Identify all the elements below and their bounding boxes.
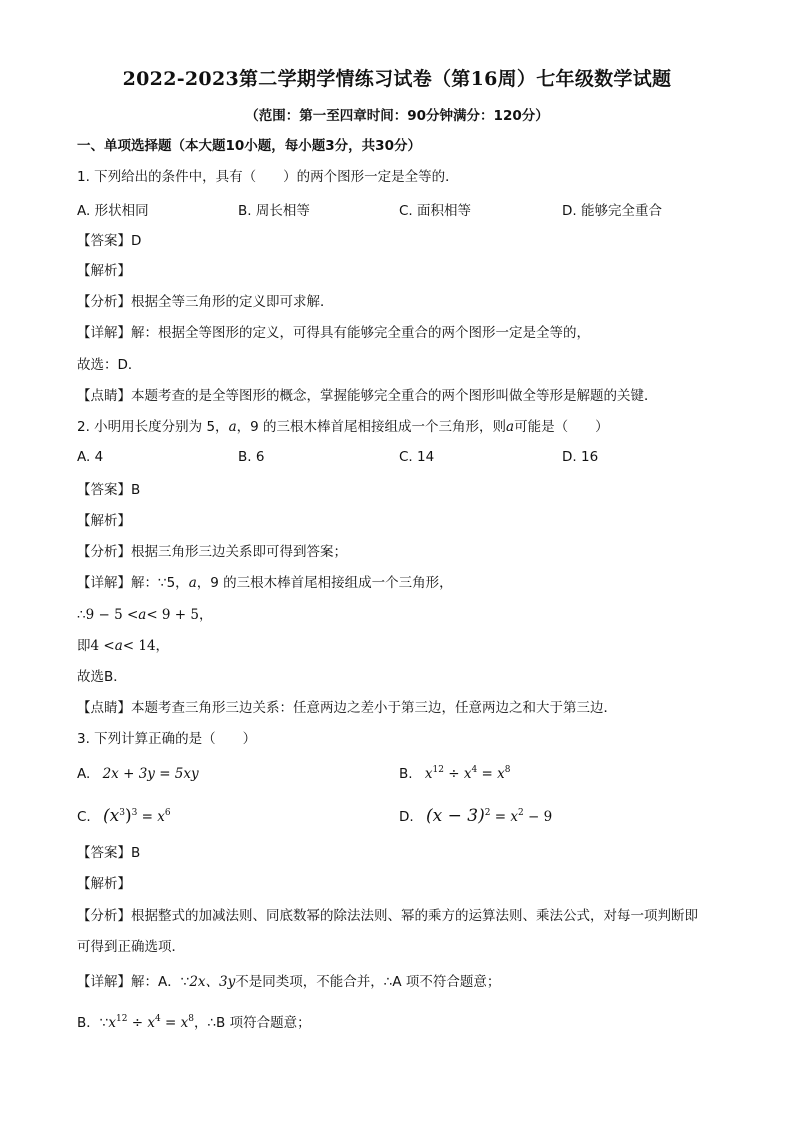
detail-tag: 【详解】 — [77, 575, 131, 591]
ineq1-post: < 9 + 5， — [146, 607, 213, 623]
q3-fenxi-2: 可得到正确选项． — [77, 939, 185, 955]
q2-analysis-tag: 【解析】 — [77, 513, 131, 529]
section-heading: 一、单项选择题（本大题10小题，每小题3分，共30分） — [77, 138, 421, 154]
q3-fenxi-1 — [77, 906, 698, 926]
q3-db-eq: = — [160, 1015, 181, 1031]
q3-detail-b-pre: B．∵ — [77, 1015, 109, 1031]
question-1-stem: 1. 下列给出的条件中，具有（ ）的两个图形一定是全等的． — [77, 169, 459, 185]
q3-detail-b-post: ，∴B 项符合题意； — [193, 1015, 311, 1031]
q3-c-eq: = x — [137, 809, 165, 825]
q3-opt-d-label: D. — [399, 809, 414, 825]
q3-b-op: ÷ — [443, 766, 464, 782]
q3-db-exp3: 8 — [188, 1014, 194, 1024]
var-a: a — [114, 638, 123, 654]
q2-inequality-1 — [77, 605, 213, 625]
q3-detail-b — [77, 1013, 311, 1033]
q1-answer-value: D — [131, 233, 142, 249]
q3-b-exp3: 8 — [504, 765, 511, 775]
q1-answer — [77, 231, 141, 251]
q3-c-pre: (x — [103, 806, 120, 826]
q3-c-exp-outer: 3 — [131, 808, 138, 818]
q3-d-tail: − 9 — [523, 809, 553, 825]
q2-detail — [77, 573, 453, 593]
q3-opt-c-label: C. — [77, 809, 91, 825]
q2-detail-post: ，9 的三根木棒首尾相接组成一个三角形， — [196, 575, 453, 591]
q3-b-base2: x — [463, 766, 472, 782]
fenxi-tag: 【分析】 — [77, 544, 131, 560]
q3-db-exp2: 4 — [154, 1014, 161, 1024]
q3-d-exp2: 2 — [517, 808, 524, 818]
q2-answer — [77, 480, 140, 500]
q2-answer-value: B — [131, 482, 141, 498]
q1-option-a: A. 形状相同 — [77, 203, 149, 219]
q2-option-b: B. 6 — [238, 449, 265, 465]
detail-tag: 【详解】 — [77, 974, 131, 990]
q1-option-c: C. 面积相等 — [399, 203, 472, 219]
var-a: a — [138, 607, 147, 623]
answer-tag: 【答案】 — [77, 482, 131, 498]
q2-option-d: D. 16 — [562, 449, 599, 465]
q3-d-exp: 2 — [484, 808, 491, 818]
q3-db-base2: x — [147, 1015, 155, 1031]
q3-d-eq: = x — [490, 809, 518, 825]
q2-option-a: A. 4 — [77, 449, 104, 465]
q2-inequality-2 — [77, 636, 169, 656]
q3-opt-a-label: A. — [77, 766, 91, 782]
q3-option-d — [399, 806, 552, 826]
var-a: a — [228, 419, 237, 435]
q3-b-exp2: 4 — [471, 765, 478, 775]
q3-option-a — [77, 766, 199, 782]
answer-tag: 【答案】 — [77, 845, 131, 861]
q2-stem-pre: 2. 小明用长度分别为 5， — [77, 419, 229, 435]
var-a: a — [506, 419, 515, 435]
q2-stem-mid: ，9 的三根木棒首尾相接组成一个三角形，则 — [236, 419, 507, 435]
fenxi-tag: 【分析】 — [77, 908, 131, 924]
q2-fenxi-text: 根据三角形三边关系即可得到答案； — [131, 544, 347, 560]
q1-comment — [77, 386, 658, 406]
q3-answer-value: B — [131, 845, 141, 861]
answer-tag: 【答案】 — [77, 233, 131, 249]
q2-stem-post: 可能是（ ） — [514, 419, 609, 435]
q3-d-expr: (x − 3) — [425, 806, 485, 826]
q3-b-base1: x — [424, 766, 433, 782]
q1-detail-text: 解：根据全等图形的定义，可得具有能够完全重合的两个图形一定是全等的， — [131, 325, 590, 341]
detail-tag: 【详解】 — [77, 325, 131, 341]
q2-fenxi — [77, 542, 347, 562]
q2-comment — [77, 698, 617, 718]
page-title: 2022-2023第二学期学情练习试卷（第16周）七年级数学试题 — [122, 68, 672, 90]
q3-db-base1: x — [108, 1015, 116, 1031]
q2-comment-text: 本题考查三角形三边关系：任意两边之差小于第三边，任意两边之和大于第三边． — [131, 700, 617, 716]
q3-c-exp-inner: 3 — [119, 808, 125, 818]
q1-option-b: B. 周长相等 — [238, 203, 310, 219]
q3-analysis-tag: 【解析】 — [77, 876, 131, 892]
q3-detail-a-pre: 解：A．∵ — [131, 974, 190, 990]
var-a: a — [188, 575, 197, 591]
q3-answer — [77, 843, 140, 863]
ineq2-post: < 14， — [122, 638, 170, 654]
q3-b-base3: x — [497, 766, 505, 782]
q1-choose: 故选：D． — [77, 357, 142, 373]
q2-choose: 故选B． — [77, 669, 127, 685]
q3-opt-b-label: B. — [399, 766, 413, 782]
comment-tag: 【点睛】 — [77, 700, 131, 716]
q3-c-close: ) — [124, 806, 132, 826]
q3-db-exp1: 12 — [115, 1014, 128, 1024]
q1-comment-text: 本题考查的是全等图形的概念，掌握能够完全重合的两个图形叫做全等形是解题的关键． — [131, 388, 658, 404]
q1-option-d: D. 能够完全重合 — [562, 203, 662, 219]
question-3-stem: 3. 下列计算正确的是（ ） — [77, 731, 257, 747]
q3-option-c — [77, 806, 171, 826]
q3-opt-a-expr: 2x + 3y = 5xy — [102, 766, 199, 782]
q3-db-op: ÷ — [127, 1015, 148, 1031]
ineq1-pre: ∴9 − 5 < — [77, 607, 139, 623]
q3-b-eq: = — [477, 766, 498, 782]
q3-detail-a-post: 不是同类项，不能合并，∴A 项不符合题意； — [235, 974, 501, 990]
comment-tag: 【点睛】 — [77, 388, 131, 404]
q3-db-base3: x — [180, 1015, 189, 1031]
q3-b-exp1: 12 — [432, 765, 444, 775]
q1-analysis-tag: 【解析】 — [77, 263, 131, 279]
q3-detail-a — [77, 972, 500, 992]
q1-fenxi-text: 根据全等三角形的定义即可求解． — [131, 294, 334, 310]
q1-fenxi — [77, 292, 334, 312]
q1-detail — [77, 323, 590, 343]
q3-fenxi-text-1: 根据整式的加减法则、同底数幂的除法法则、幂的乘方的运算法则、乘法公式，对每一项判断即 — [131, 908, 698, 924]
q2-detail-pre: 解：∵5， — [131, 575, 189, 591]
fenxi-tag: 【分析】 — [77, 294, 131, 310]
ineq2-pre: 即4 < — [77, 638, 115, 654]
q3-option-b — [399, 766, 510, 782]
q2-option-c: C. 14 — [399, 449, 435, 465]
question-2-stem — [77, 417, 609, 437]
q3-detail-a-expr: 2x、3y — [189, 974, 236, 990]
q3-c-exp-res: 6 — [164, 808, 171, 818]
exam-info: （范围：第一至四章时间：90分钟满分：120分） — [245, 108, 549, 124]
